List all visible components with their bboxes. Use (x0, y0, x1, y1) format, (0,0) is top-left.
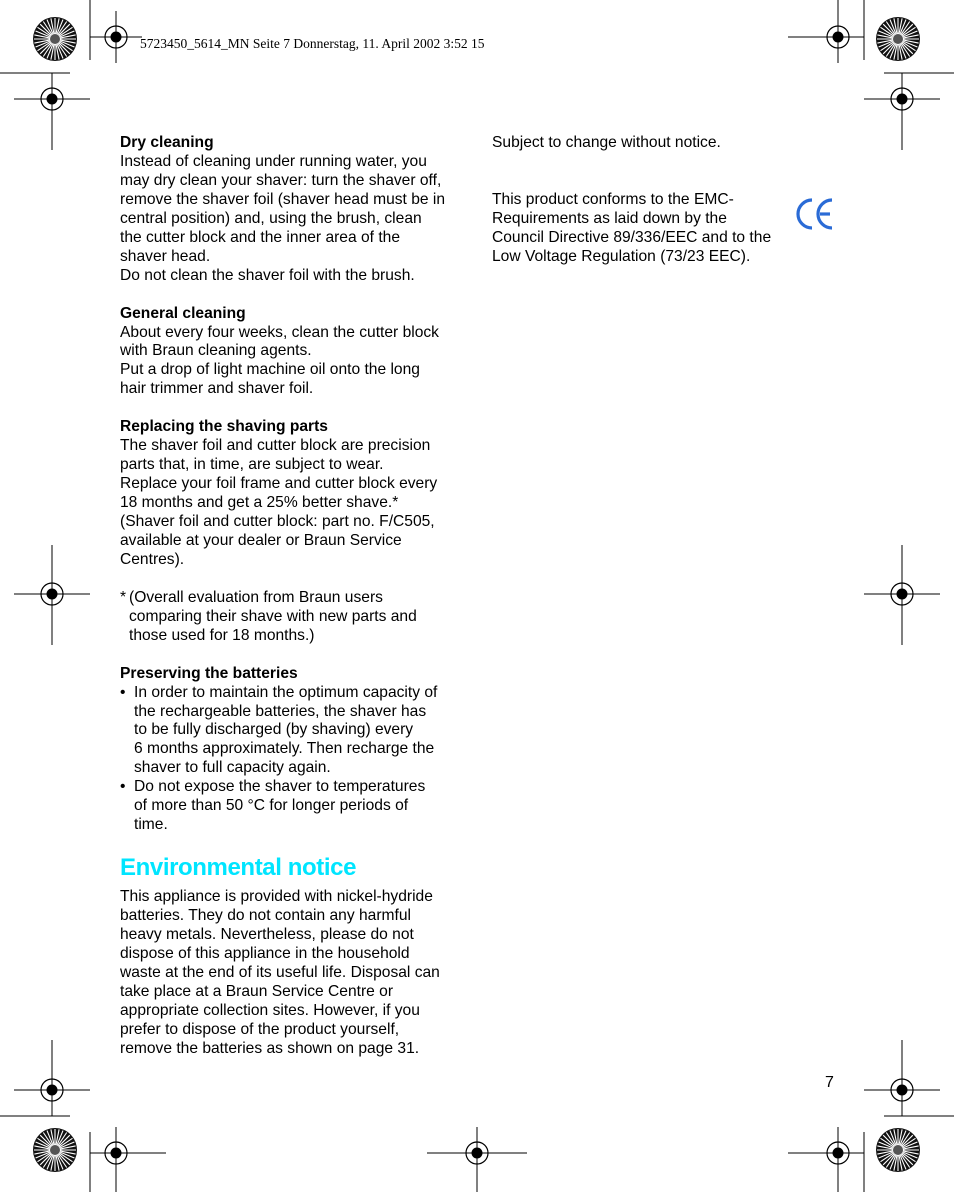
text-line: may dry clean your shaver: turn the shaver off, (120, 171, 442, 189)
text-line: of more than 50 °C for longer periods of (134, 797, 409, 815)
section-heading: General cleaning (120, 304, 246, 322)
bullet-marker: • (120, 683, 126, 701)
text-line: time. (134, 816, 168, 834)
text-line: remove the batteries as shown on page 31. (120, 1039, 420, 1057)
text-line: This product conforms to the EMC- (492, 190, 734, 208)
text-line: remove the shaver foil (shaver head must be in (120, 190, 446, 208)
text-line: heavy metals. Nevertheless, please do not (120, 926, 414, 944)
print-header-line: 5723450_5614_MN Seite 7 Donnerstag, 11. April 2002 3:52 15 (140, 36, 485, 51)
section-heading: Dry cleaning (120, 134, 214, 151)
text-line: the cutter block and the inner area of the (120, 228, 401, 246)
text-line: This appliance is provided with nickel-hydride (120, 888, 433, 906)
text-line: Low Voltage Regulation (73/23 EEC). (492, 247, 751, 265)
text-line: available at your dealer or Braun Service (120, 531, 402, 549)
text-line: Do not expose the shaver to temperatures (134, 778, 426, 796)
section-heading: Replacing the shaving parts (120, 418, 328, 436)
text-line: prefer to dispose of the product yourself, (120, 1020, 400, 1038)
color-wheel-icon (33, 1128, 77, 1172)
text-line: central position) and, using the brush, clean (120, 209, 422, 227)
text-line: parts that, in time, are subject to wear. (120, 456, 384, 474)
bullet-marker: • (120, 778, 126, 796)
footnote-marker: * (120, 588, 127, 606)
text-line: waste at the end of its useful life. Disposal can (120, 963, 440, 981)
environmental-heading: Environmental notice (120, 854, 357, 882)
text-line: with Braun cleaning agents. (120, 342, 312, 360)
text-line: In order to maintain the optimum capacity of (134, 683, 438, 701)
color-wheel-icon (876, 17, 920, 61)
text-line: to be fully discharged (by shaving) every (134, 721, 414, 739)
text-line: The shaver foil and cutter block are precision (120, 437, 431, 455)
section-heading: Preserving the batteries (120, 664, 298, 682)
text-line: Do not clean the shaver foil with the brush. (120, 266, 415, 284)
text-line: appropriate collection sites. However, if you (120, 1001, 420, 1019)
text-line: Put a drop of light machine oil onto the long (120, 361, 420, 379)
text-line: shaver head. (120, 247, 211, 265)
text-line: dispose of this appliance in the household (120, 945, 410, 962)
color-wheel-icon (876, 1128, 920, 1172)
color-wheel-icon (33, 17, 77, 61)
subject-to-change-text: Subject to change without notice. (492, 134, 721, 151)
text-line: (Shaver foil and cutter block: part no. F/C505, (120, 513, 435, 531)
text-line: (Overall evaluation from Braun users (129, 588, 383, 606)
page-number: 7 (825, 1074, 834, 1091)
text-line: those used for 18 months.) (129, 626, 315, 644)
text-line: 18 months and get a 25% better shave.* (120, 494, 399, 512)
text-line: hair trimmer and shaver foil. (120, 380, 314, 398)
text-line: Instead of cleaning under running water, you (120, 152, 427, 170)
text-line: the rechargeable batteries, the shaver has (134, 702, 427, 720)
text-line: shaver to full capacity again. (134, 759, 331, 777)
text-line: batteries. They do not contain any harmful (120, 907, 411, 925)
text-line: 6 months approximately. Then recharge the (134, 740, 435, 758)
text-line: Centres). (120, 550, 185, 568)
text-line: comparing their shave with new parts and (129, 607, 417, 625)
text-line: Council Directive 89/336/EEC and to the (492, 228, 772, 246)
text-line: Replace your foil frame and cutter block every (120, 475, 438, 493)
registration-mark-icon (90, 11, 142, 63)
text-line: take place at a Braun Service Centre or (120, 982, 394, 1000)
text-line: Requirements as laid down by the (492, 209, 727, 227)
text-line: About every four weeks, clean the cutter block (120, 323, 439, 341)
